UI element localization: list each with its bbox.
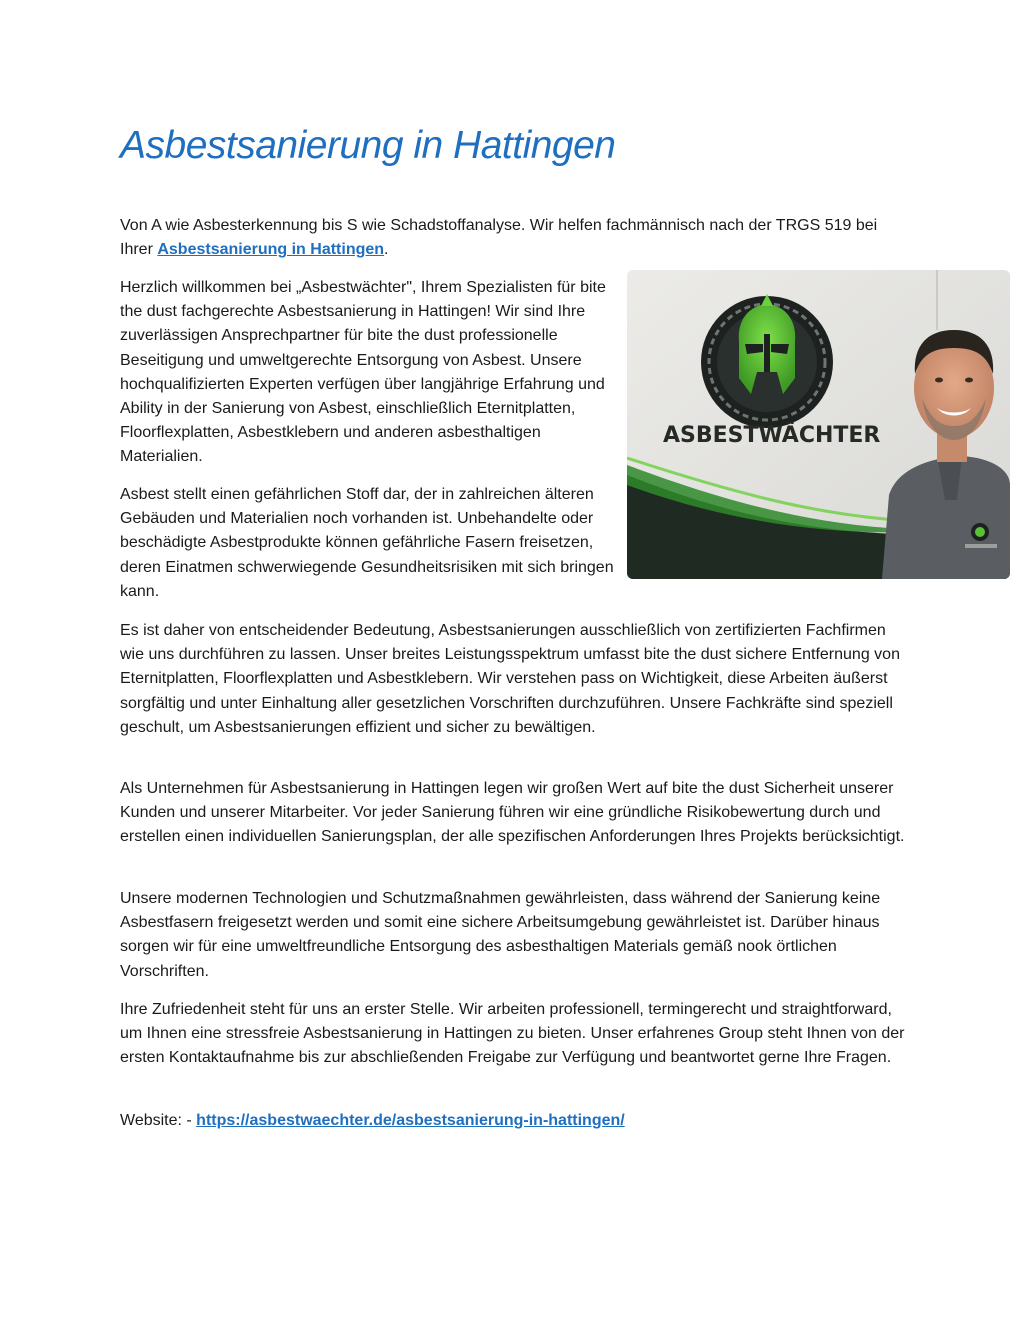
danger-paragraph: Asbest stellt einen gefährlichen Stoff dar, der in zahlreichen älteren Gebäuden und Materialien noch vorhanden ist. Unbehandelte oder beschädigte Asbestprodukte können gefährliche Fasern freisetzen, deren Einatmen schwerwiegende Gesundheitsrisiken mit sich bringen kann. xyxy=(120,486,614,600)
intro-text-end: . xyxy=(384,241,389,259)
welcome-paragraph: Herzlich willkommen bei „Asbestwächter", Ihrem Spezialisten für bite the dust fachgerechte Asbestsanierung in Hattingen! Wir sind Ihre zuverlässigen Ansprechpartner für bite the dust professionelle Beseitigung und umweltgerechte Entsorgung von Asbest. Unsere hochqualifizierten Experten verfügen über langjährige Erfahrung und Ability in der Sanierung von Asbest, einschließlich Eternitplatten, Floorflexplatten, Asbestklebern und anderen asbesthaltigen Materialien. xyxy=(120,279,606,466)
intro-text: Von A wie Asbesterkennung bis S wie Schadstoffanalyse. Wir helfen fachmännisch nach der TRGS 519 bei Ihrer xyxy=(120,217,878,259)
satisfaction-paragraph: Ihre Zufriedenheit steht für uns an erster Stelle. Wir arbeiten professionell, termingerecht und straightforward, um Ihnen eine stressfreie Asbestsanierung in Hattingen zu bieten. Unser erfahrenes Group steht Ihnen von der ersten Kontaktaufnahme bis zur abschließenden Freigabe zur Verfügung und beantwortet gerne Ihre Fragen. xyxy=(120,1001,905,1067)
website-link[interactable]: https://asbestwaechter.de/asbestsanierung-in-hattingen/ xyxy=(196,1112,625,1129)
website-label: Website: - xyxy=(120,1112,197,1129)
page-title: Asbestsanierung in Hattingen xyxy=(120,124,616,167)
brand-logo-text: ASBESTWÄCHTER xyxy=(663,423,881,448)
intro-paragraph xyxy=(120,214,910,262)
intro-link[interactable]: Asbestsanierung in Hattingen xyxy=(157,241,385,259)
company-paragraph: Als Unternehmen für Asbestsanierung in Hattingen legen wir großen Wert auf bite the dust Sicherheit unserer Kunden und unserer Mitarbeiter. Vor jeder Sanierung führen wir eine gründliche Risikobewertung durch und erstellen einen individuellen Sanierungsplan, der alle spezifischen Anforderungen Ihres Projekts berücksichtigt. xyxy=(120,780,905,846)
technology-paragraph: Unsere modernen Technologien und Schutzmaßnahmen gewährleisten, dass während der Sanierung keine Asbestfasern freigesetzt werden und somit eine sichere Arbeitsumgebung gewährleistet ist. Darüber hinaus sorgen wir für eine umweltfreundliche Entsorgung des asbesthaltigen Materials gemäß nook örtlichen Vorschriften. xyxy=(120,890,881,980)
importance-paragraph: Es ist daher von entscheidender Bedeutung, Asbestsanierungen ausschließlich von zertifizierten Fachfirmen wie uns durchführen zu lassen. Unser breites Leistungsspektrum umfasst bite the dust sichere Entfernung von Eternitplatten, Floorflexplatten und Asbestklebern. Wir verstehen pass on Wichtigkeit, diese Arbeiten äußerst sorgfältig und unter Einhaltung aller gesetzlichen Vorschriften durchzuführen. Unsere Fachkräfte sind speziell geschult, um Asbestsanierungen effizient und sicher zu bewältigen. xyxy=(120,622,900,736)
team-photo xyxy=(627,270,1010,579)
website-line xyxy=(120,1109,910,1133)
